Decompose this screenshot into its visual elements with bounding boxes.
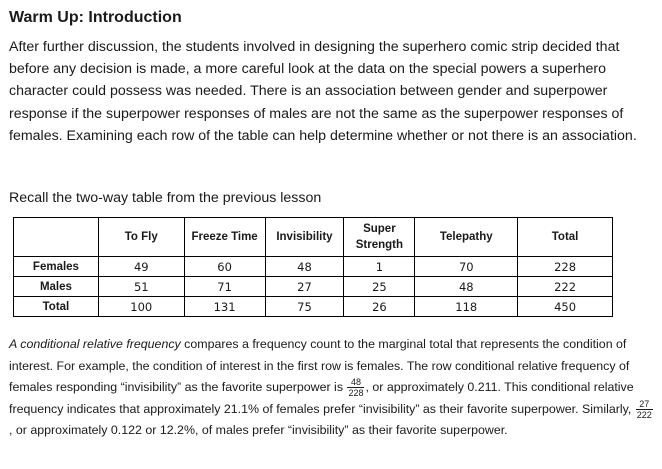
- table-cell: 1: [344, 257, 415, 277]
- col-header-super-strength: Super Strength: [344, 218, 415, 257]
- table-cell: 25: [344, 277, 415, 297]
- fraction-numerator: 27: [636, 399, 653, 410]
- table-cell: 131: [184, 297, 265, 317]
- definition-term: A conditional relative frequency: [9, 337, 181, 351]
- table-row: [14, 297, 613, 317]
- table-cell: 60: [184, 257, 265, 277]
- fraction-27-222: [636, 399, 653, 420]
- two-way-table: [13, 217, 613, 317]
- table-cell: 118: [415, 297, 518, 317]
- fraction-denominator: 228: [348, 388, 364, 399]
- table-cell: 49: [98, 257, 184, 277]
- fraction-48-228: [347, 377, 364, 398]
- row-label-males: Males: [14, 277, 99, 297]
- crf-text-part1: compares a frequency count to the marginal total that represents the condition of interest. For example, the condition of interest in the first row is females. The row conditional relative frequency of females responding “invisibility” as the favorite superpower is: [9, 337, 630, 394]
- col-header-telepathy: Telepathy: [415, 218, 518, 257]
- recall-text: Recall the two-way table from the previous lesson: [9, 190, 322, 206]
- table-cell: 100: [98, 297, 184, 317]
- fraction-denominator: 222: [636, 409, 652, 420]
- table-cell: 48: [265, 257, 344, 277]
- table-cell: 51: [98, 277, 184, 297]
- table-cell: 75: [265, 297, 344, 317]
- col-header-total: Total: [518, 218, 613, 257]
- col-header-invisibility: Invisibility: [265, 218, 344, 257]
- table-cell: 26: [344, 297, 415, 317]
- table-cell: 70: [415, 257, 518, 277]
- fraction-numerator: 48: [347, 377, 364, 388]
- col-header-freeze-time: Freeze Time: [184, 218, 265, 257]
- table-cell: 71: [184, 277, 265, 297]
- table-cell: 27: [265, 277, 344, 297]
- table-corner-cell: [14, 218, 99, 257]
- page-title: Warm Up: Introduction: [9, 9, 182, 26]
- intro-paragraph: After further discussion, the students involved in designing the superhero comic strip decided that before any decision is made, a more careful look at the data on the special powers a superhero character could possess was needed. There is an association between gender and superpower response if the superpower responses of males are not the same as the superpower responses of females. Examining each row of the table can help determine whether or not there is an association.: [9, 39, 637, 144]
- row-label-total: Total: [14, 297, 99, 317]
- table-row: [14, 277, 613, 297]
- table-row: [14, 257, 613, 277]
- col-header-to-fly: To Fly: [98, 218, 184, 257]
- crf-text-part2: , or approximately 0.211. This conditional relative frequency indicates that approximately 21.1% of females prefer “invisibility” as their favorite superpower. Similarly,: [9, 380, 635, 416]
- table-cell: 48: [415, 277, 518, 297]
- table-header-row: [14, 218, 613, 257]
- row-label-females: Females: [14, 257, 99, 277]
- table-cell: 228: [518, 257, 613, 277]
- conditional-relative-frequency-paragraph: [9, 334, 655, 442]
- table-cell: 222: [518, 277, 613, 297]
- table-cell: 450: [518, 297, 613, 317]
- crf-text-part3: , or approximately 0.122 or 12.2%, of males prefer “invisibility” as their favorite superpower.: [9, 423, 508, 437]
